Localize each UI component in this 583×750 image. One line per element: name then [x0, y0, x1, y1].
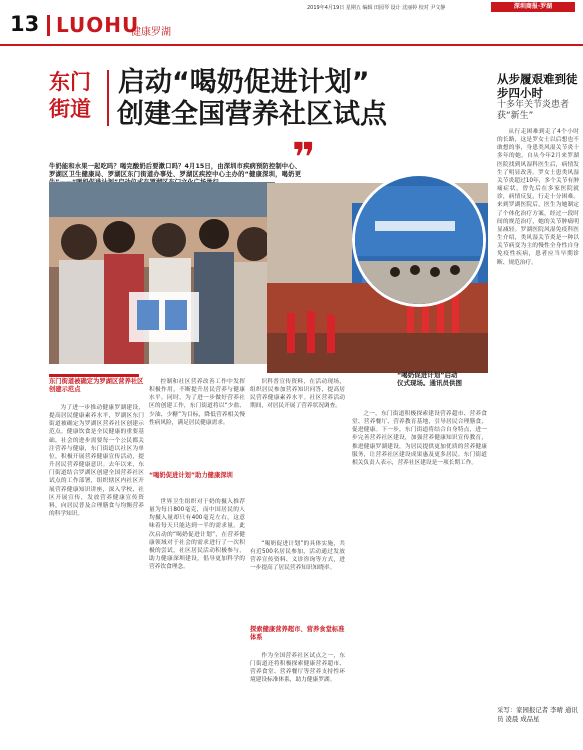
section-subtitle: 健康罗湖	[131, 27, 171, 38]
ceremony-inset-photo	[352, 173, 486, 307]
column-3-quote-body: “喝奶促进计划”的具体实施，共有近500名居民参加，活动通过发放营养宣传资料、义诊咨询等方式，进一步提高了居民营养知识知晓率。	[250, 541, 345, 572]
column-3-body-bottom: 作为全国营养社区试点之一，东门街道还将积极探索健康营养超市、营养食堂、营养餐厅等营养支持性环境建设标准体系，助力健康罗湖。	[250, 653, 345, 684]
section-title: LUOHU	[56, 13, 140, 37]
quote-mark-icon: ❞	[292, 135, 316, 181]
lead-paragraph: 牛奶能和水果一起吃吗？喝完酸奶后要漱口吗？4月15日，由深圳市疾病预防控制中心、罗湖区卫生健康局、罗湖区东门街道办事处、罗湖区疾控中心主办的“健康深圳，喝奶更	[49, 163, 301, 179]
column-2-subhead: “喝奶促进计划”助力健康深圳	[149, 472, 233, 479]
page-number-divider	[47, 15, 50, 36]
kicker-line-2: 街道	[49, 97, 91, 121]
headline-line-2: 创建全国营养社区试点	[117, 99, 387, 130]
column-3-body-top: 识科普宣传资料，在活动现场，组织居民参加营养知识问答，提高居民营养健康素养水平。社区营养活动期间，对居民开展了营养状况调查。	[250, 379, 345, 410]
column-2-body-bottom: 世界卫生组织对于奶的摄入推荐量为每日800毫克，而中国居民的人均摄入量却只有400毫克左右，这意味着每天只能达到一半的需求量。此次启动的“喝奶促进计划”，在营养健康领域对于社会的需求进行了一次积极的尝试，社区居民活动积极参与，助力健康深圳建设，倡导更加科学的营养饮食理念。	[149, 499, 245, 571]
newspaper-logo: 深圳商报·罗湖	[491, 2, 575, 12]
page-number: 13	[10, 12, 40, 36]
column-1-body: 为了进一步推动健康罗湖建设，提高居民健康素养水平，罗湖区东门街道被确定为罗湖区营养社区创建示范点。健康饮食是全民健康的重要基础，社会的进步需要每一个公民都关注营养与健康，东门街道以社区为单位，积极开展营养健康宣传活动，提升居民营养健康意识。去年以来，东门街道结合罗湖区创建全国营养社区试点的工作部署，组织辖区内社区开展营养健康知识讲座，深入学校、社区开展宣传，发放营养健康宣传资料，向居民普及合理膳食与均衡营养的科学知识。	[49, 405, 144, 518]
headline-line-1: 启动“喝奶促进计划”	[118, 67, 370, 98]
sidebar-byline: 采写：家园报记者 李晴 通讯员 凌晨 成品星	[497, 706, 578, 723]
column-3-subhead: 探索健康营养超市、营养食堂标准体系	[250, 626, 345, 641]
column-1-subhead: 东门街道被确定为罗湖区营养社区创建示范点	[49, 378, 144, 393]
edition-meta: 2019年4月19日 星期五 编辑 田园琴 设计 沈丽婷 校对 尹文静	[307, 5, 446, 11]
event-crowd-photo	[49, 182, 275, 364]
photo-caption: “喝奶促进计划”启动仪式现场。通讯员供图	[397, 371, 462, 387]
sidebar-subtitle: 十多年关节炎患者获“新生”	[497, 100, 570, 121]
column-2-body-top: 控制和社区营养改善工作中发挥积极作用，不断提升居民营养与健康水平。同时，为了进一步做好营养社区的创建工作，东门街道将以“少盐、少油、少糖”为目标，降低营养相关慢性病风险，满足居民健康需求。	[149, 379, 245, 426]
kicker-divider	[107, 70, 109, 126]
column-1-accent-bar	[49, 374, 139, 377]
sidebar-body: 从行走困难到走了4个小时的长路，这是罗女士以后想也不敢想的事，身患类风湿关节炎十多年的她，自从今年2月来罗湖医院找到风湿科医生后，病情发生了明显改善。罗女士患类风湿关节炎超过10年，多个关节有肿痛症状，曾先后在多家医院就诊，病情反复，行走十分困难。来到罗湖医院后，医生为她制定了个体化治疗方案，经过一段时间的规范治疗，她的关节肿痛明显减轻。罗湖医院风湿免疫科医生介绍，类风湿关节炎是一种以关节病变为主的慢性全身性自身免疫性疾病，患者应当早期诊断、规范治疗。	[497, 129, 579, 266]
sidebar-title: 从步履艰难到徒步四小时	[497, 72, 578, 100]
column-4-body: 之一，东门街道积极探索建设营养超市、营养食堂、营养餐厅、营养教育基地，引导居民合理膳食，促进健康。下一步，东门街道将结合自身特点，进一步完善营养社区建设，加强营养健康知识宣传教育，推进健康罗湖建设，为居民提供更加优质的营养健康服务，让营养社区建设成果惠及更多居民。东门街道相关负责人表示，营养社区建设是一项长期工作。	[352, 411, 487, 466]
header-rule	[0, 44, 583, 46]
kicker-line-1: 东门	[49, 70, 91, 94]
